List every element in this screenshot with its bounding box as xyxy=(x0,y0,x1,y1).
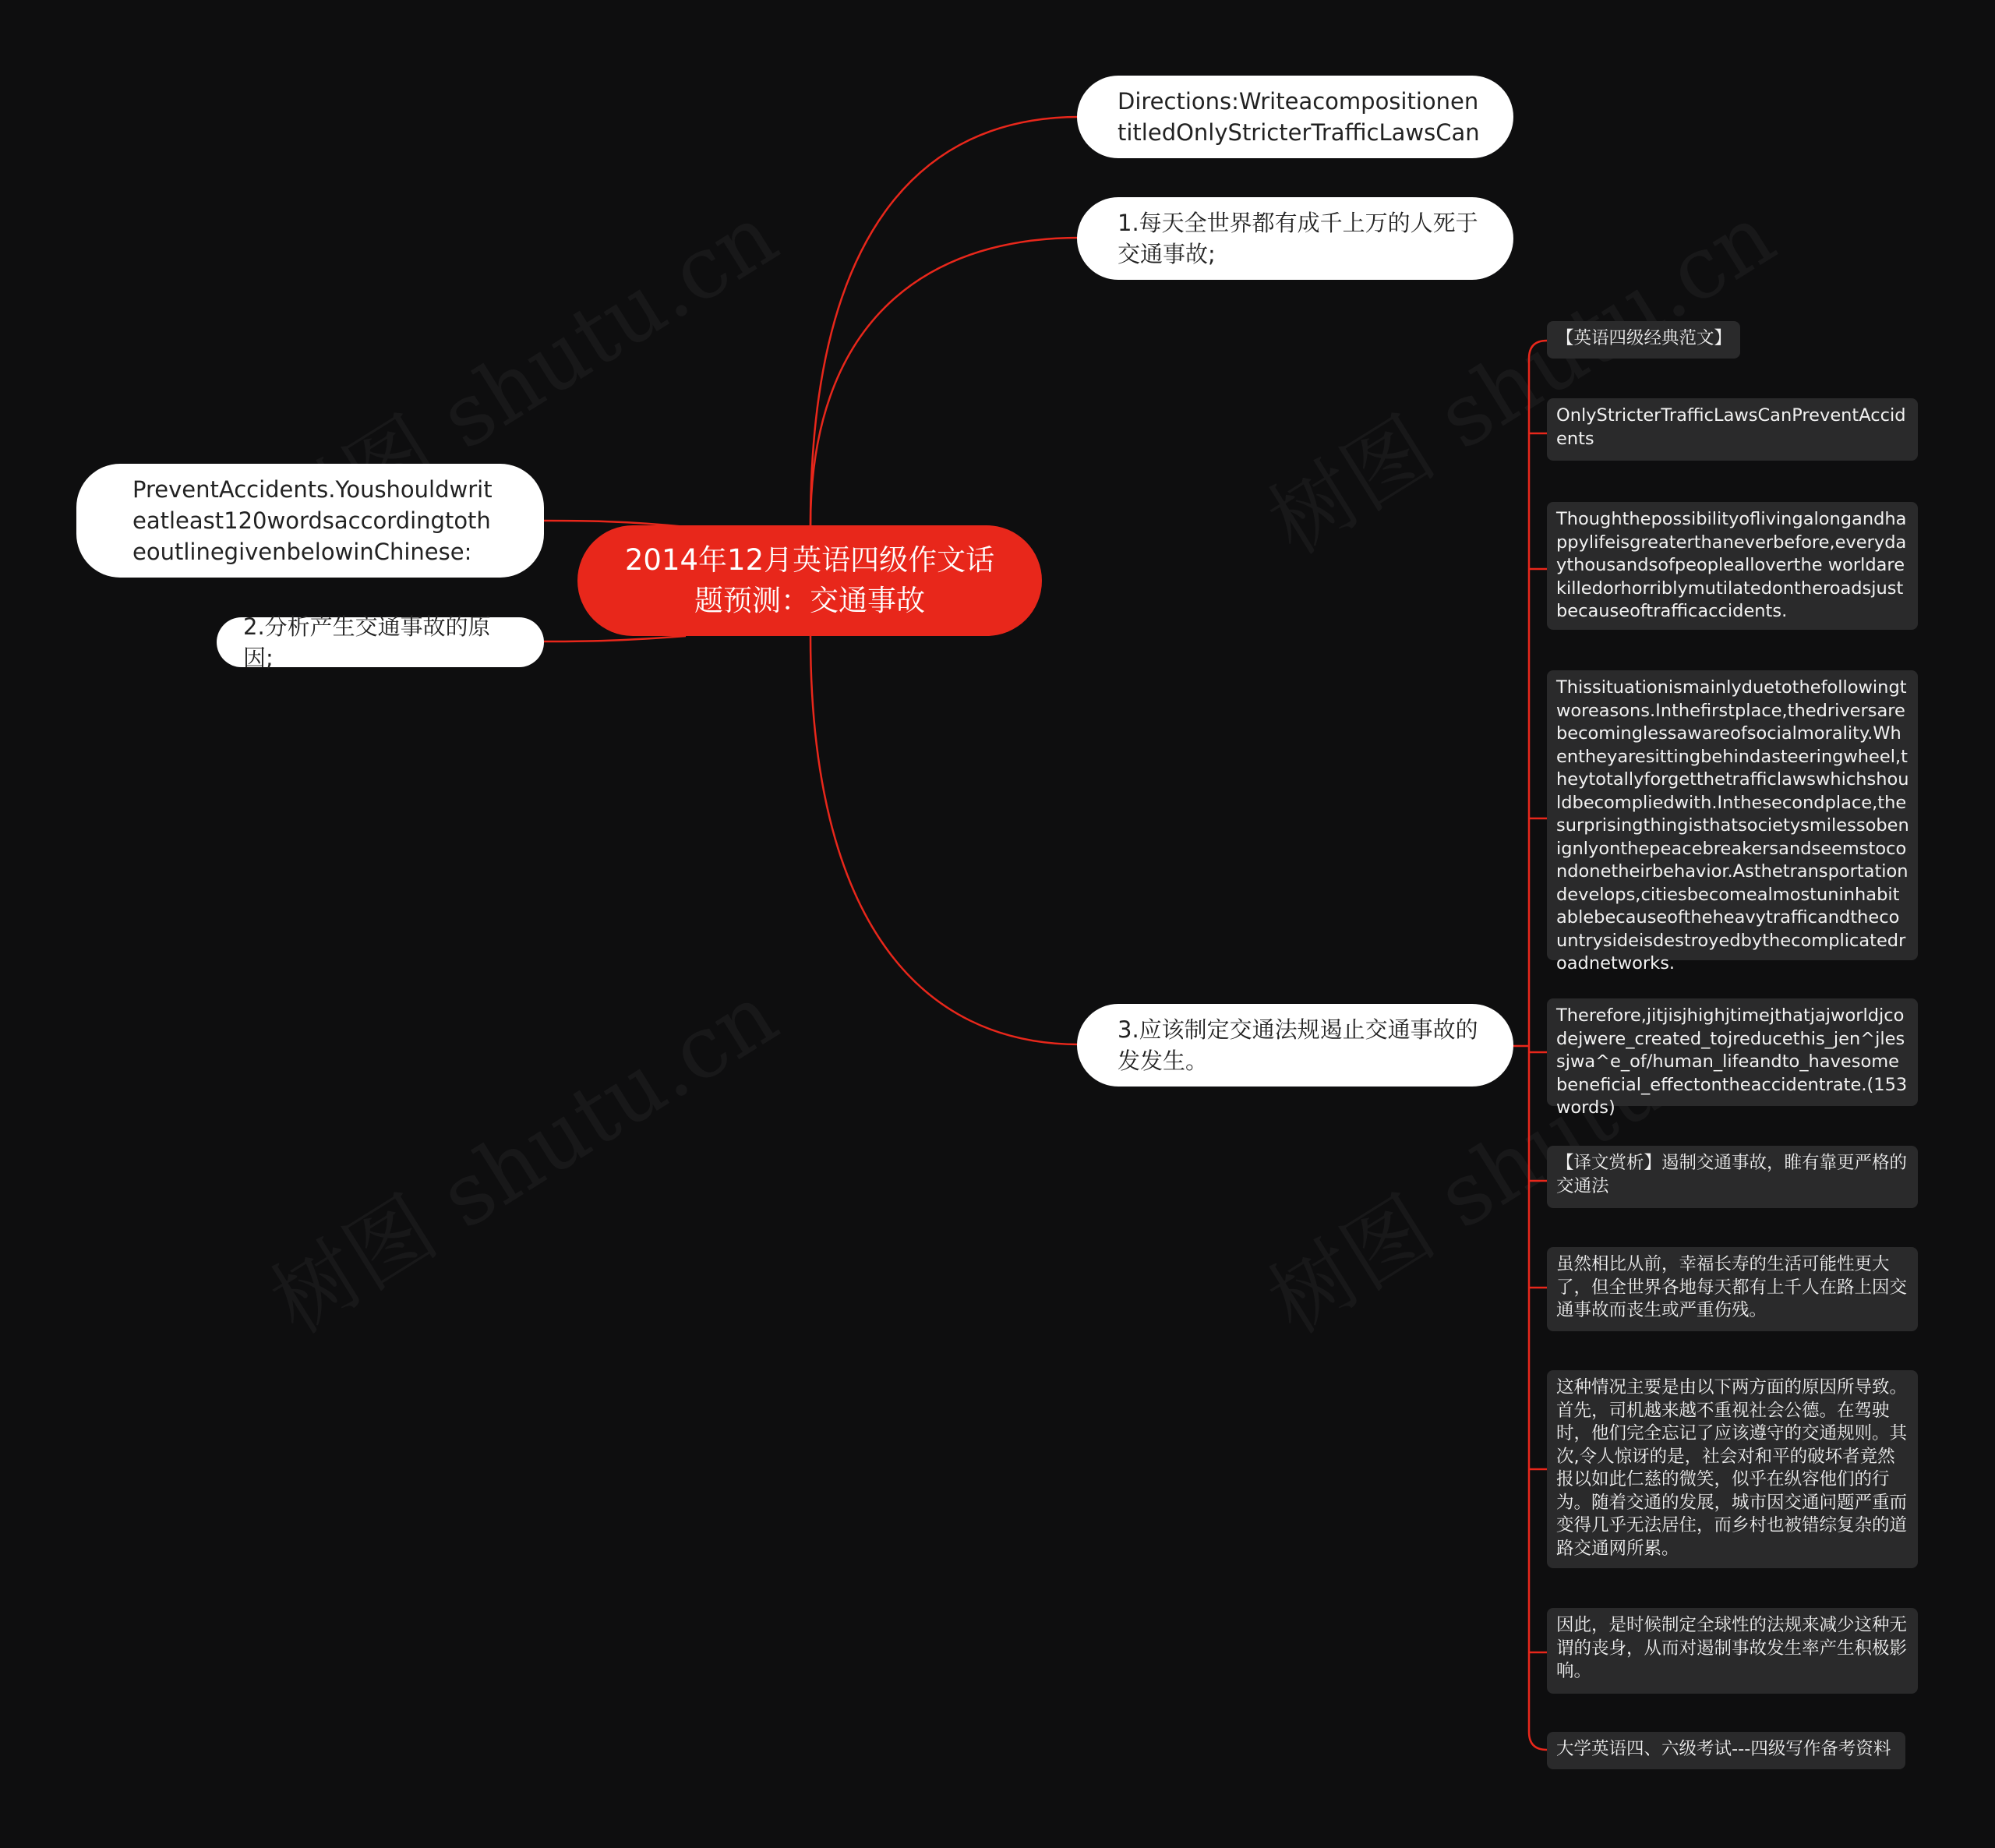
leaf-essay-title[interactable]: OnlyStricterTrafficLawsCanPreventAccidents xyxy=(1547,398,1918,461)
branch-point1[interactable]: 1.每天全世界都有成千上万的人死于交通事故; xyxy=(1077,197,1513,280)
link-root-point1 xyxy=(810,238,1079,525)
branch-point2[interactable]: 2.分析产生交通事故的原因; xyxy=(217,617,544,667)
leaf-paragraph-3[interactable]: Therefore,jitjisjhighjtimejthatjajworldjcodejwere_created_tojreducethis_jen^jlessjwa^e_of/human_lifeandto_havesomebeneficial_effectontheaccidentrate.(153words) xyxy=(1547,998,1918,1106)
leaf-bus xyxy=(1529,341,1547,1750)
branch-directions[interactable]: Directions:WriteacompositionentitledOnlyStricterTrafficLawsCan xyxy=(1077,76,1513,158)
leaf-paragraph-2[interactable]: Thissituationismainlyduetothefollowingtworeasons.Inthefirstplace,thedriversarebecominglessawareofsocialmorality.Whentheyaresittingbehindasteeringwheel,theytotallyforgetthetrafficlawswhichshouldbecompliedwith.Inthesecondplace,thesurprisingthingisthatsocietysmilessobenignlyonthepeacebreakersandseemstocondonetheirbehavior.Asthetransportationdevelops,citiesbecomealmostuninhabitablebecauseoftheheavytrafficandthecountrysideisdestroyedbythecomplicatedroadnetworks. xyxy=(1547,670,1918,960)
leaf-paragraph-1[interactable]: Thoughthepossibilityoflivingalongandhappylifeisgreaterthaneverbefore,everydaythousandsofpeoplealloverthe worldarekilledorhorriblymutilatedontheroadsjustbecauseoftrafficaccidents. xyxy=(1547,502,1918,630)
branch-prevent[interactable]: PreventAccidents.Youshouldwriteatleast120wordsaccordingtotheoutlinegivenbelowinChinese: xyxy=(76,464,544,578)
leaf-source-note[interactable]: 大学英语四、六级考试---四级写作备考资料 xyxy=(1547,1732,1905,1769)
leaf-translation-2[interactable]: 这种情况主要是由以下两方面的原因所导致。首先，司机越来越不重视社会公德。在驾驶时，他们完全忘记了应该遵守的交通规则。其次,令人惊讶的是，社会对和平的破坏者竟然报以如此仁慈的微笑，似乎在纵容他们的行为。随着交通的发展，城市因交通问题严重而变得几乎无法居住，而乡村也被错综复杂的道路交通网所累。 xyxy=(1547,1370,1918,1568)
root-node[interactable]: 2014年12月英语四级作文话题预测：交通事故 xyxy=(577,525,1042,636)
branch-point3[interactable]: 3.应该制定交通法规遏止交通事故的发发生。 xyxy=(1077,1004,1513,1087)
leaf-classic-essay-heading[interactable]: 【英语四级经典范文】 xyxy=(1547,321,1740,359)
link-root-point3 xyxy=(810,636,1079,1044)
link-root-directions xyxy=(810,117,1079,525)
link-root-point2 xyxy=(544,636,686,641)
leaf-translation-heading[interactable]: 【译文赏析】遏制交通事故，睢有靠更严格的交通法 xyxy=(1547,1146,1918,1208)
leaf-translation-1[interactable]: 虽然相比从前，幸福长寿的生活可能性更大了，但全世界各地每天都有上千人在路上因交通事故而丧生或严重伤残。 xyxy=(1547,1247,1918,1331)
leaf-translation-3[interactable]: 因此，是时候制定全球性的法规来减少这种无谓的丧身，从而对遏制事故发生率产生积极影响。 xyxy=(1547,1608,1918,1694)
